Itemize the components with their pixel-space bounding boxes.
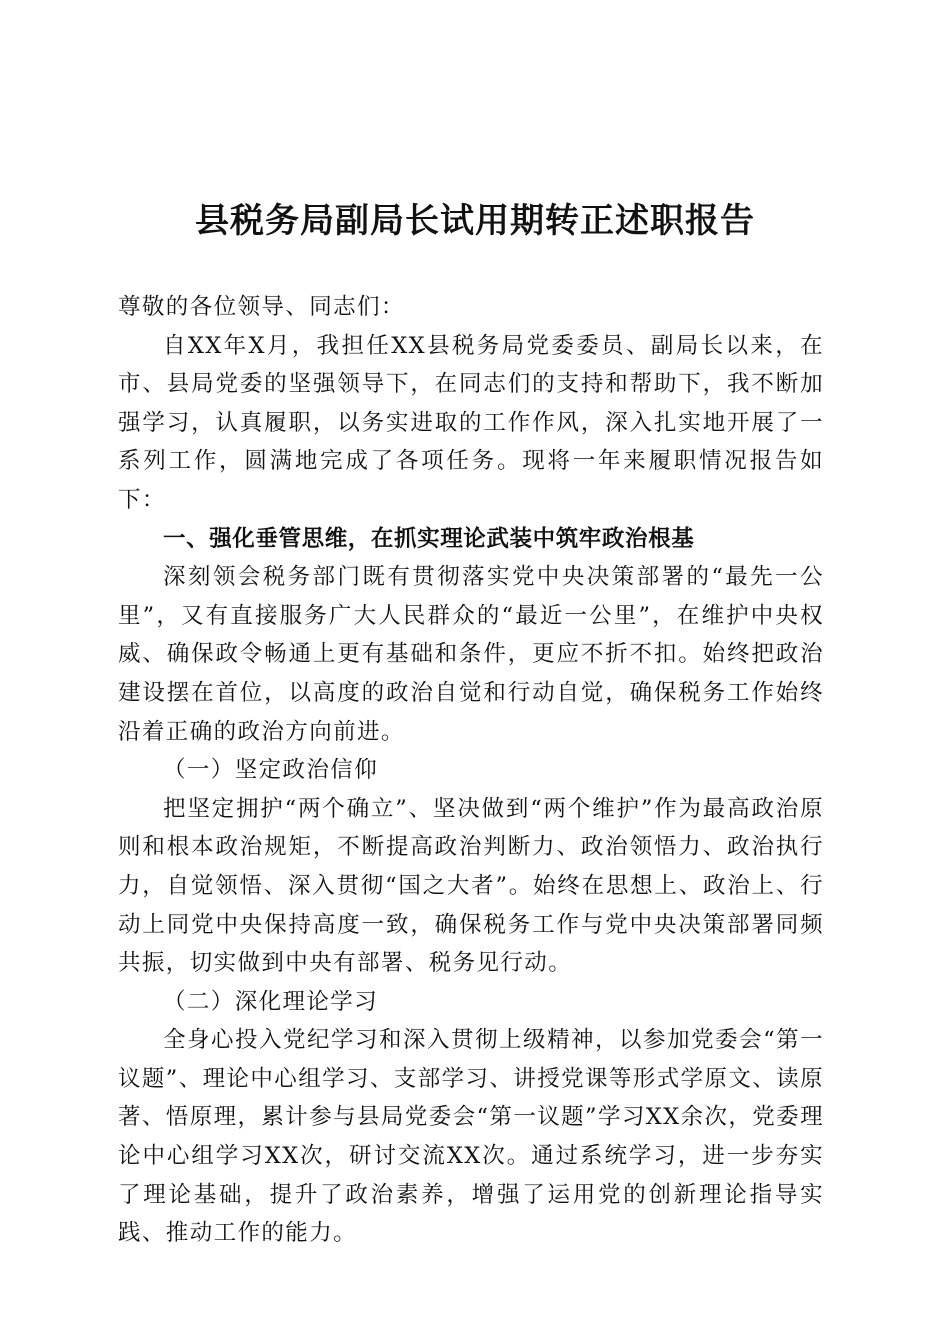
document-title: 县税务局副局长试用期转正述职报告	[195, 201, 755, 241]
subsection-2-paragraph: 全身心投入党纪学习和深入贯彻上级精神，以参加党委会“第一议题”、理论中心组学习、支部学习、讲授党课等形式学原文、读原著、悟原理，累计参与县局党委会“第一议题”学习XX余次，党委理论中心组学习XX次，研讨交流XX次。通过系统学习，进一步夯实了理论基础，提升了政治素养，增强了运用党的创新理论指导实践、推动工作的能力。	[118, 1027, 825, 1247]
document-body	[118, 288, 824, 1253]
subsection-1-paragraph: 把坚定拥护“两个确立”、坚决做到“两个维护”作为最高政治原则和根本政治规矩，不断提高政治判断力、政治领悟力、政治执行力，自觉领悟、深入贯彻“国之大者”。始终在思想上、政治上、行动上同党中央保持高度一致，确保税务工作与党中央决策部署同频共振，切实做到中央有部署、税务见行动。	[118, 795, 824, 977]
subsection-2-heading: （二）深化理论学习	[163, 988, 379, 1015]
section-1-heading: 一、强化垂管思维，在抓实理论武装中筑牢政治根基	[163, 525, 695, 552]
intro-paragraph: 自XX年X月，我担任XX县税务局党委委员、副局长以来，在市、县局党委的坚强领导下，在同志们的支持和帮助下，我不断加强学习，认真履职，以务实进取的工作作风，深入扎实地开展了一系列工作，圆满地完成了各项任务。现将一年来履职情况报告如下：	[118, 332, 824, 513]
salutation: 尊敬的各位领导、同志们：	[118, 294, 405, 320]
subsection-1-heading: （一）坚定政治信仰	[163, 757, 379, 784]
section-1-paragraph: 深刻领会税务部门既有贯彻落实党中央决策部署的“最先一公里”，又有直接服务广大人民群众的“最近一公里”，在维护中央权威、确保政令畅通上更有基础和条件，更应不折不扣。始终把政治建设摆在首位，以高度的政治自觉和行动自觉，确保税务工作始终沿着正确的政治方向前进。	[118, 564, 824, 745]
